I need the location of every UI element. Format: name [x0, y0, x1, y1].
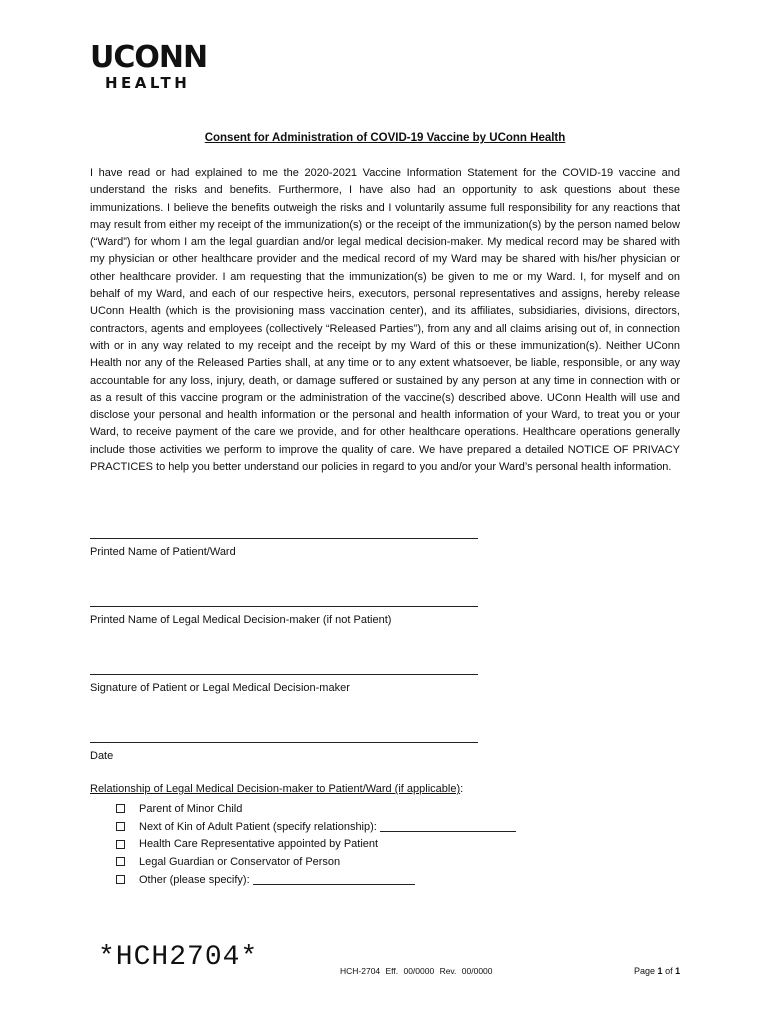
option-label: Parent of Minor Child — [139, 802, 243, 815]
relationship-options — [116, 800, 516, 888]
checkbox[interactable] — [116, 840, 125, 849]
page-prefix: Page — [634, 966, 656, 976]
option-label: Next of Kin of Adult Patient (specify relationship): — [139, 820, 377, 833]
specify-other-blank[interactable] — [253, 874, 415, 885]
signature-line — [90, 538, 478, 539]
logo-sub-text: HEALTH — [105, 74, 191, 92]
option-label: Legal Guardian or Conservator of Person — [139, 855, 341, 868]
relationship-option-next-of-kin[interactable] — [116, 818, 516, 836]
signature-field-decision-maker-name[interactable] — [90, 606, 490, 626]
page-of: of — [665, 966, 673, 976]
signature-field-signature[interactable] — [90, 674, 490, 694]
form-barcode-text: *HCH2704* — [98, 942, 259, 973]
signature-label: Printed Name of Legal Medical Decision-maker (if not Patient) — [90, 614, 392, 626]
signature-line — [90, 606, 478, 607]
signature-label: Signature of Patient or Legal Medical Decision-maker — [90, 682, 350, 694]
signature-line — [90, 742, 478, 743]
option-label: Health Care Representative appointed by Patient — [139, 838, 379, 851]
uconn-health-logo — [90, 42, 215, 92]
consent-body-paragraph: I have read or had explained to me the 2020-2021 Vaccine Information Statement for the COVID-19 vaccine and understand the risks and benefits. Furthermore, I have also had an opportunity to ask questions about these immunizations. I believe the benefits outweigh the risks and I voluntarily assume full responsibility for any reactions that may result from either my receipt of the immunization(s) or the receipt of the immunization(s) by the person named below (“Ward”) for whom I am the legal guardian and/or legal medical decision-maker. My medical record may be shared with my physician or other healthcare provider and the medical record of my Ward may be shared with his/her physician or other healthcare provider. I am requesting that the immunization(s) be given to me or my Ward. I, for myself and on behalf of my Ward, and each of our respective heirs, executors, personal representatives and assigns, hereby release UConn Health (which is the provisioning mass vaccination center), and its affiliates, subsidiaries, divisions, directors, contractors, agents and employees (collectively “Released Parties”), from any and all claims arising out of, in connection with or in any way related to my receipt and the receipt by my Ward of this or these immunization(s). Neither UConn Health nor any of the Released Parties shall, at any time or to any extent whatsoever, be liable, responsible, or any way accountable for any loss, injury, death, or damage suffered or sustained by any person at any time in connection with or as a result of this vaccine program or the administration of the vaccine(s) described above. UConn Health will use and disclose your personal and health information or the personal and health information of your Ward, to treat you or your Ward, to receive payment of the care we provide, and for other healthcare operations. Healthcare operations generally include those activities we perform to improve the quality of care. We have prepared a detailed NOTICE OF PRIVACY PRACTICES to help you better understand our policies in regard to you and/or your Ward’s personal health information. — [90, 167, 680, 474]
relationship-heading-colon: : — [460, 783, 464, 795]
checkbox[interactable] — [116, 875, 125, 884]
document-title: Consent for Administration of COVID-19 Vaccine by UConn Health — [204, 132, 566, 144]
page-number — [634, 966, 680, 976]
checkbox[interactable] — [116, 822, 125, 831]
specify-relationship-blank[interactable] — [380, 821, 516, 832]
checkbox[interactable] — [116, 804, 125, 813]
signature-field-date[interactable] — [90, 742, 490, 762]
relationship-option-health-care-rep[interactable] — [116, 835, 516, 853]
signature-field-patient-name[interactable] — [90, 538, 490, 558]
option-label: Other (please specify): — [139, 873, 250, 886]
relationship-heading — [90, 783, 463, 795]
page-total: 1 — [675, 966, 681, 976]
page-current: 1 — [657, 966, 663, 976]
signature-label: Printed Name of Patient/Ward — [90, 546, 236, 558]
relationship-option-legal-guardian[interactable] — [116, 853, 516, 871]
relationship-heading-text: Relationship of Legal Medical Decision-maker to Patient/Ward (if applicable) — [90, 783, 461, 795]
signature-line — [90, 674, 478, 675]
relationship-option-other[interactable] — [116, 871, 516, 889]
checkbox[interactable] — [116, 857, 125, 866]
relationship-option-parent[interactable] — [116, 800, 516, 818]
signature-label: Date — [90, 750, 114, 762]
logo-main-text: UCONN — [90, 40, 208, 75]
form-code: HCH-2704 Eff. 00/0000 Rev. 00/0000 — [340, 966, 493, 976]
